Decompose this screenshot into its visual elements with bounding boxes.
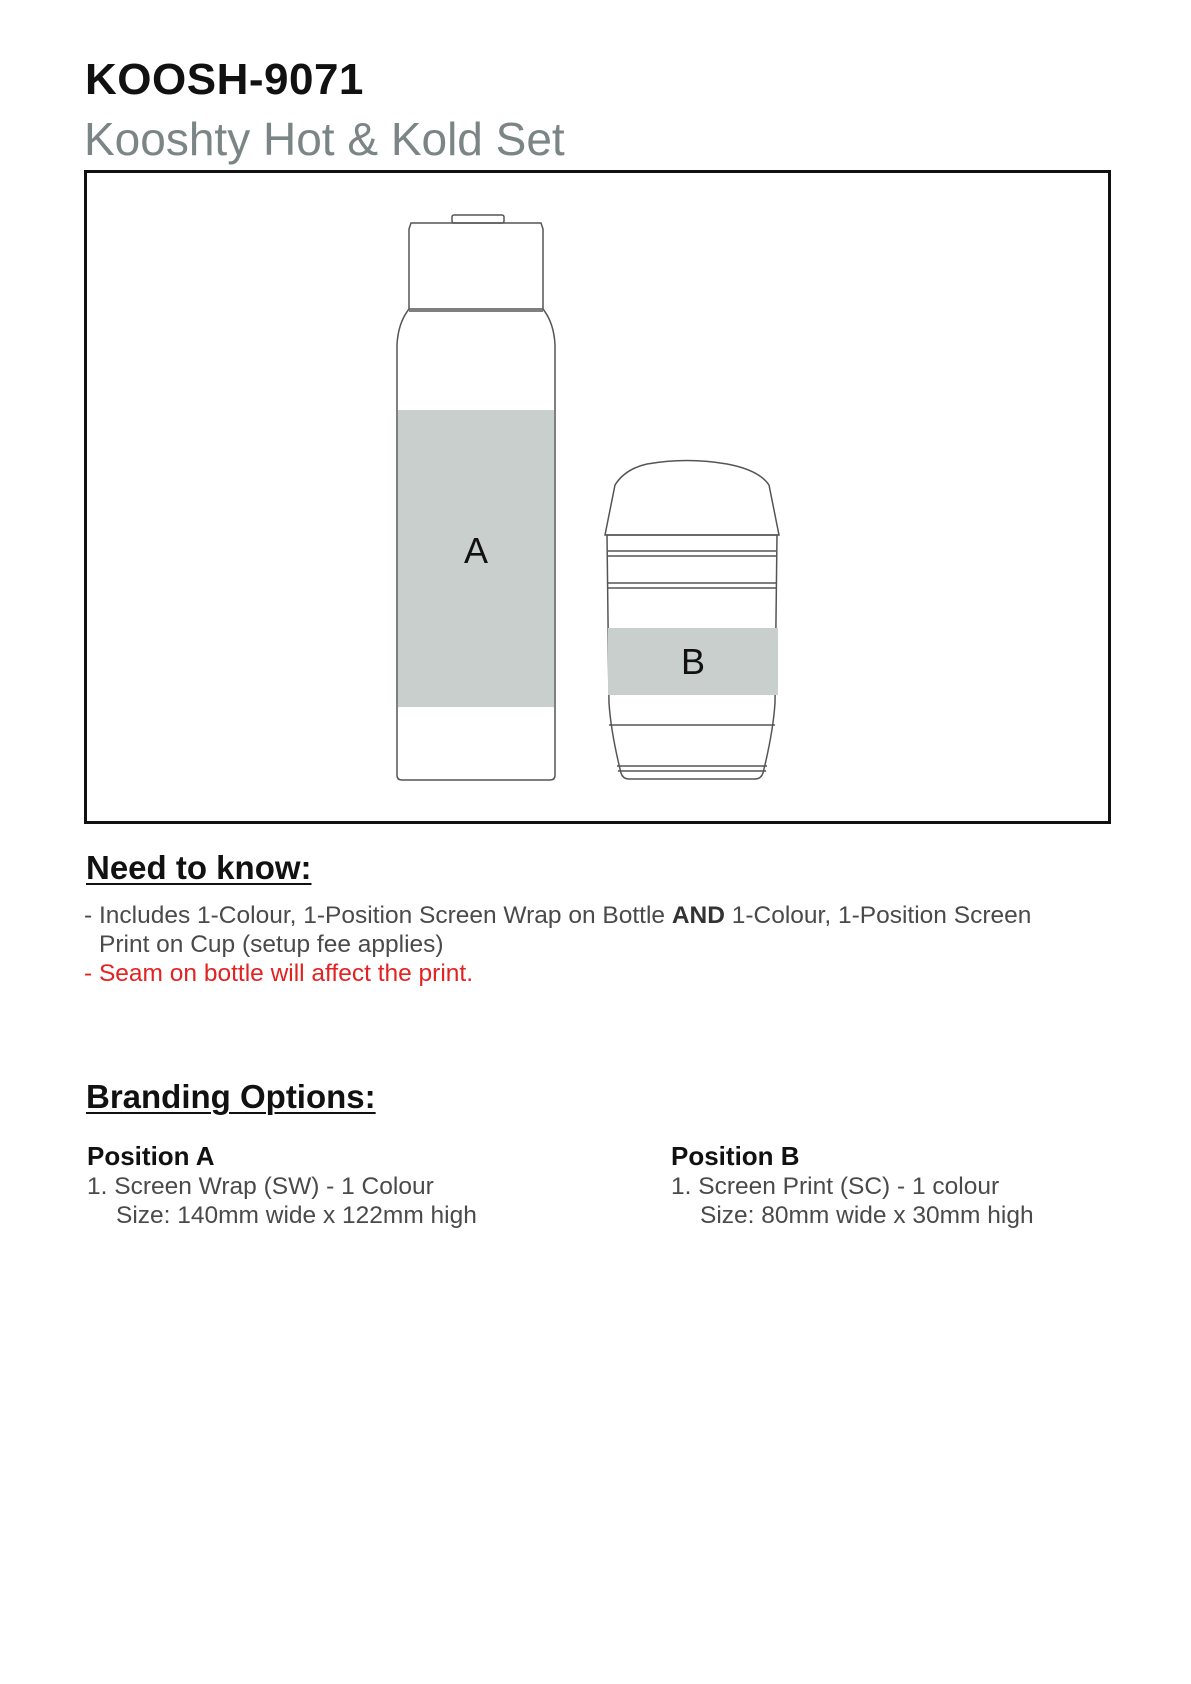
position-b-method: 1. Screen Print (SC) - 1 colour (671, 1173, 1000, 1200)
cup-lid (605, 461, 779, 536)
need-to-know-heading: Need to know: (86, 849, 312, 886)
product-illustration-frame (84, 170, 1111, 824)
product-code: KOOSH-9071 (85, 55, 364, 104)
bottle-lid (409, 223, 543, 309)
position-b-marker: B (680, 641, 706, 682)
includes-note-pre: - Includes 1-Colour, 1-Position Screen Wrap on Bottle (84, 902, 672, 929)
position-b-size: Size: 80mm wide x 30mm high (700, 1202, 1034, 1229)
includes-note-and: AND (671, 902, 725, 929)
product-name: Kooshty Hot & Kold Set (84, 113, 565, 165)
bottle-cap-knob (452, 215, 504, 223)
includes-note-post: 1-Colour, 1-Position Screen (724, 902, 1032, 929)
seam-warning: - Seam on bottle will affect the print. (84, 960, 474, 987)
product-illustration (87, 173, 1108, 821)
position-b-title: Position B (671, 1141, 800, 1171)
position-a-method: 1. Screen Wrap (SW) - 1 Colour (87, 1173, 434, 1200)
position-a-marker: A (463, 530, 489, 571)
position-a-size: Size: 140mm wide x 122mm high (116, 1202, 477, 1229)
includes-note (84, 901, 1144, 959)
branding-options-heading: Branding Options: (86, 1078, 376, 1115)
includes-note-line2: Print on Cup (setup fee applies) (99, 931, 444, 958)
position-b-details (671, 1172, 1034, 1230)
position-a-title: Position A (87, 1141, 215, 1171)
position-a-details (87, 1172, 477, 1230)
